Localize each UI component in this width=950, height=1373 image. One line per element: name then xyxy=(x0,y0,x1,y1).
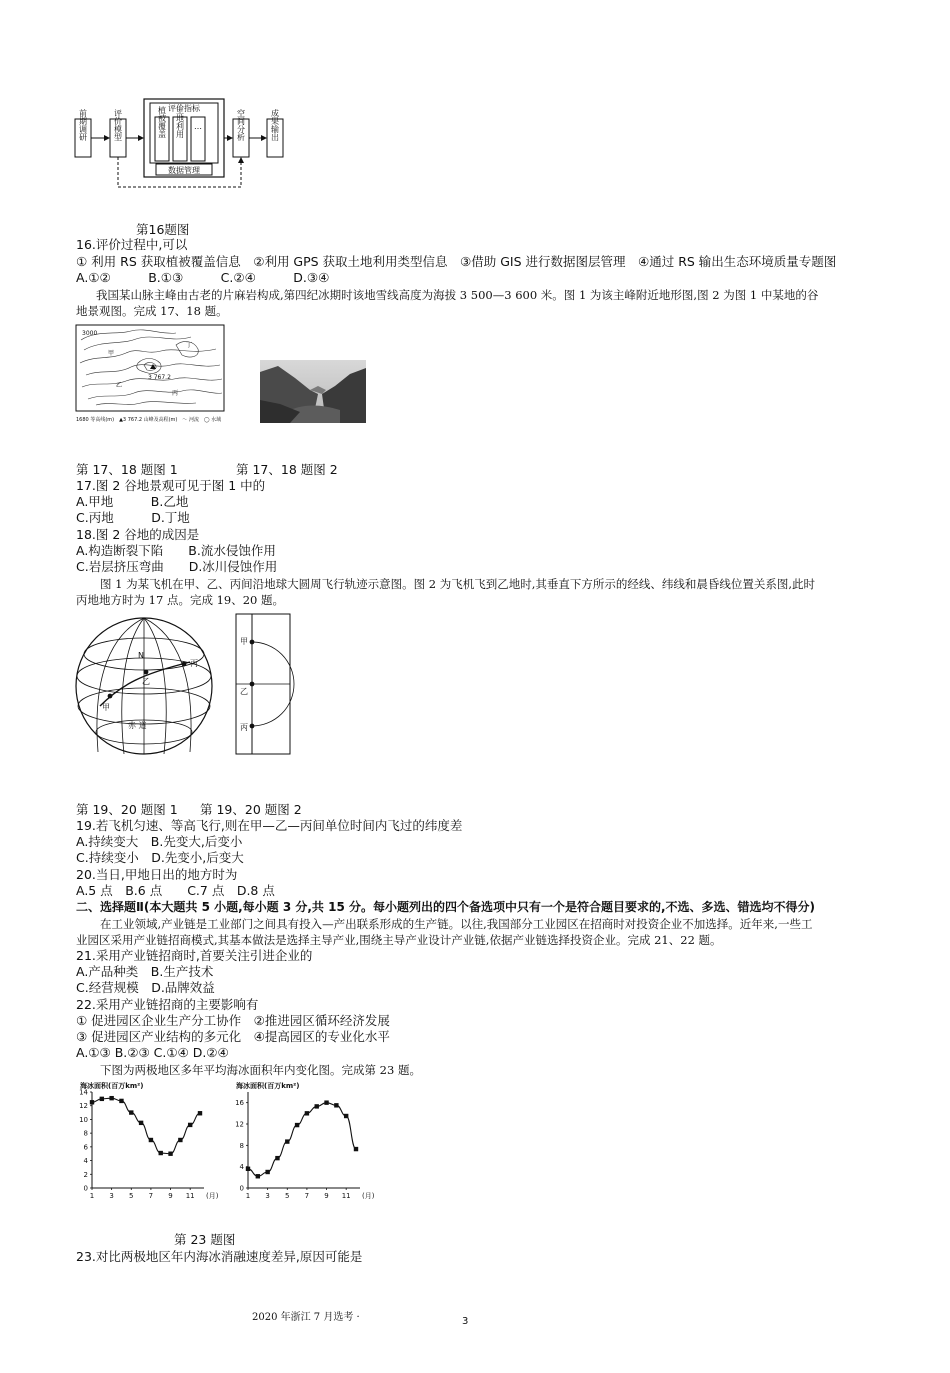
y-tick-label: 4 xyxy=(239,1163,244,1172)
fig16-label-veg: 植被覆盖 xyxy=(157,106,167,138)
intro21-line2: 业园区采用产业链招商模式,其基本做法是选择主导产业,围绕主导产业设计产业链,依据产业链选择投资企业。完成 21、22 题。 xyxy=(76,933,722,947)
fig17-caption2: 第 17、18 题图 2 xyxy=(236,462,338,477)
q16-statements: ① 利用 RS 获取植被覆盖信息 ②利用 GPS 获取土地利用类型信息 ③借助 GIS 进行数据图层管理 ④通过 RS 输出生态环境质量专题图 xyxy=(76,254,837,269)
q18-row2: C.岩层挤压弯曲 D.冰川侵蚀作用 xyxy=(76,559,278,574)
y-tick-label: 12 xyxy=(79,1102,88,1111)
y-tick-label: 8 xyxy=(83,1129,88,1138)
q19-row2: C.持续变小 D.先变小,后变大 xyxy=(76,850,244,865)
x-tick-label: 5 xyxy=(285,1192,290,1200)
data-point xyxy=(139,1121,143,1125)
data-point xyxy=(334,1103,338,1107)
x-tick-label: 7 xyxy=(148,1192,154,1200)
data-point xyxy=(285,1139,289,1143)
series-line xyxy=(92,1098,200,1154)
intro17-line2: 地景观图。完成 17、18 题。 xyxy=(76,304,228,318)
q16-options: A.①② B.①③ C.②④ D.③④ xyxy=(76,270,330,285)
data-point xyxy=(275,1156,279,1160)
x-tick-label: 7 xyxy=(304,1192,310,1200)
fig16-label-spatial: 空间分析 xyxy=(236,109,246,141)
fig19-caption1: 第 19、20 题图 1 xyxy=(76,802,178,817)
y-tick-label: 8 xyxy=(239,1141,244,1150)
x-tick-label: 11 xyxy=(185,1192,195,1200)
data-point xyxy=(168,1152,172,1156)
fig17-label-peak: 3 767.2 xyxy=(148,374,171,381)
fig19-label-equator: 赤 道 xyxy=(128,721,147,730)
fig19-label-jia: 甲 xyxy=(102,703,110,712)
intro23-line1: 下图为两极地区多年平均海冰面积年内变化图。完成第 23 题。 xyxy=(100,1063,421,1077)
fig16-label-indicator: 评价指标 xyxy=(168,104,200,113)
intro21-line1: 在工业领域,产业链是工业部门之间具有投入—产出联系形成的生产链。以往,我国部分工业园区在招商时对投资企业不加选择。近年来,一些工 xyxy=(100,917,813,931)
fig19-fig2-label-yi: 乙 xyxy=(240,687,248,696)
section2-heading: 二、选择题Ⅱ(本大题共 5 小题,每小题 3 分,共 15 分。每小题列出的四个备选项中只有一个是符合题目要求的,不选、多选、错选均不得分) xyxy=(76,900,816,914)
q22-row2: ③ 促进园区产业结构的多元化 ④提高园区的专业化水平 xyxy=(76,1029,390,1044)
fig16-label-model: 评价模型 xyxy=(113,109,123,141)
fig17-label-bing: 丙 xyxy=(172,390,179,397)
data-point xyxy=(149,1138,153,1142)
data-point xyxy=(315,1104,319,1108)
q16-stem: 16.评价过程中,可以 xyxy=(76,237,188,252)
q19-row1: A.持续变大 B.先变大,后变小 xyxy=(76,834,243,849)
series-line xyxy=(248,1103,356,1177)
y-tick-label: 10 xyxy=(79,1115,88,1124)
data-point xyxy=(305,1111,309,1115)
fig16-label-land: 土地利用 xyxy=(175,106,185,138)
fig19-fig2 xyxy=(234,612,304,757)
x-tick-label: 9 xyxy=(324,1192,329,1200)
fig17-label-3000: 3000 xyxy=(82,330,98,337)
fig16-label-output: 成果输出 xyxy=(270,109,280,141)
fig23-chart-left xyxy=(72,1078,217,1208)
x-tick-label: 5 xyxy=(129,1192,134,1200)
x-tick-label: 3 xyxy=(109,1192,114,1200)
chart-title: 海冰面积(百万km²) xyxy=(80,1082,144,1090)
footer-page: 3 xyxy=(462,1316,469,1327)
y-tick-label: 4 xyxy=(83,1157,88,1166)
fig17-valley-photo xyxy=(260,360,366,423)
fig19-point-yi xyxy=(144,670,149,675)
y-tick-label: 2 xyxy=(83,1170,88,1179)
fig19-label-yi: 乙 xyxy=(142,677,150,686)
intro19-line1: 图 1 为某飞机在甲、乙、丙间沿地球大圆周飞行轨迹示意图。图 2 为飞机飞到乙地时,其垂直下方所示的经线、纬线和晨昏线位置关系图,此时 xyxy=(100,577,816,591)
intro19-line2: 丙地地方时为 17 点。完成 19、20 题。 xyxy=(76,593,285,607)
data-point xyxy=(354,1147,358,1151)
y-tick-label: 0 xyxy=(83,1184,88,1193)
q22-stem: 22.采用产业链招商的主要影响有 xyxy=(76,997,259,1012)
fig19-fig2-point-jia xyxy=(250,640,255,645)
fig19-globe xyxy=(72,614,222,764)
y-tick-label: 14 xyxy=(79,1088,88,1097)
fig16-flow-diagram xyxy=(70,95,310,215)
data-point xyxy=(129,1110,133,1114)
fig16-caption: 第16题图 xyxy=(136,222,190,237)
x-tick-label: 1 xyxy=(89,1192,95,1200)
x-tick-label: 11 xyxy=(341,1192,351,1200)
y-tick-label: 6 xyxy=(83,1143,88,1152)
q20-options: A.5 点 B.6 点 C.7 点 D.8 点 xyxy=(76,883,275,898)
data-point xyxy=(344,1114,348,1118)
x-tick-label: 3 xyxy=(265,1192,270,1200)
fig23-caption: 第 23 题图 xyxy=(174,1232,236,1247)
data-point xyxy=(295,1123,299,1127)
x-axis-label: (月) xyxy=(362,1192,375,1200)
x-axis-label: (月) xyxy=(206,1192,219,1200)
q17-row1: A.甲地 B.乙地 xyxy=(76,494,189,509)
fig17-caption1: 第 17、18 题图 1 xyxy=(76,462,178,477)
data-point xyxy=(324,1100,328,1104)
fig16-label-survey: 前期调研 xyxy=(78,109,88,141)
fig19-fig2-point-yi xyxy=(250,682,255,687)
data-point xyxy=(256,1174,260,1178)
fig19-label-n: N xyxy=(138,651,144,660)
intro17-line1: 我国某山脉主峰由古老的片麻岩构成,第四纪冰期时该地雪线高度为海拔 3 500—3 600 米。图 1 为该主峰附近地形图,图 2 为图 1 中某地的谷 xyxy=(96,288,819,302)
fig17-legend: 1680 等高线(m) ▲3 767.2 山峰及高程(m) ～ 河流 ◯ 水域 xyxy=(76,417,222,423)
x-tick-label: 1 xyxy=(245,1192,251,1200)
fig17-label-jia: 甲 xyxy=(108,350,115,357)
chart-title: 海冰面积(百万km²) xyxy=(236,1082,300,1090)
data-point xyxy=(246,1167,250,1171)
fig19-caption2: 第 19、20 题图 2 xyxy=(200,802,302,817)
y-tick-label: 0 xyxy=(239,1184,244,1193)
data-point xyxy=(178,1138,182,1142)
fig17-label-yi: 乙 xyxy=(116,382,123,389)
q21-row1: A.产品种类 B.生产技术 xyxy=(76,964,214,979)
q17-row2: C.丙地 D.丁地 xyxy=(76,510,190,525)
data-point xyxy=(188,1123,192,1127)
q19-stem: 19.若飞机匀速、等高飞行,则在甲—乙—丙间单位时间内飞过的纬度差 xyxy=(76,818,463,833)
q21-row2: C.经营规模 D.品牌效益 xyxy=(76,980,215,995)
q18-row1: A.构造断裂下陷 B.流水侵蚀作用 xyxy=(76,543,276,558)
q21-stem: 21.采用产业链招商时,首要关注引进企业的 xyxy=(76,948,313,963)
q17-stem: 17.图 2 谷地景观可见于图 1 中的 xyxy=(76,478,266,493)
data-point xyxy=(100,1097,104,1101)
fig17-label-ding: 丁 xyxy=(186,342,193,349)
fig19-label-bing: 丙 xyxy=(190,659,198,668)
fig16-label-etc: … xyxy=(194,122,202,131)
fig23-chart-right xyxy=(228,1078,373,1208)
x-tick-label: 9 xyxy=(168,1192,173,1200)
y-tick-label: 12 xyxy=(235,1120,244,1129)
data-point xyxy=(159,1151,163,1155)
q22-options: A.①③ B.②③ C.①④ D.②④ xyxy=(76,1045,229,1060)
data-point xyxy=(109,1096,113,1100)
fig19-fig2-point-bing xyxy=(250,724,255,729)
data-point xyxy=(119,1099,123,1103)
footer-left: 2020 年浙江 7 月选考 · xyxy=(252,1312,360,1323)
data-point xyxy=(198,1111,202,1115)
fig17-topo-map xyxy=(76,325,236,425)
fig19-point-bing xyxy=(182,662,187,667)
fig16-label-data: 数据管理 xyxy=(168,166,200,175)
data-point xyxy=(90,1100,94,1104)
y-tick-label: 16 xyxy=(235,1099,244,1108)
q22-row1: ① 促进园区企业生产分工协作 ②推进园区循环经济发展 xyxy=(76,1013,390,1028)
q20-stem: 20.当日,甲地日出的地方时为 xyxy=(76,867,238,882)
fig19-fig2-label-bing: 丙 xyxy=(240,723,248,732)
fig19-fig2-label-jia: 甲 xyxy=(240,637,248,646)
q18-stem: 18.图 2 谷地的成因是 xyxy=(76,527,200,542)
q23-stem: 23.对比两极地区年内海冰消融速度差异,原因可能是 xyxy=(76,1249,363,1264)
fig19-point-jia xyxy=(108,694,113,699)
data-point xyxy=(265,1170,269,1174)
